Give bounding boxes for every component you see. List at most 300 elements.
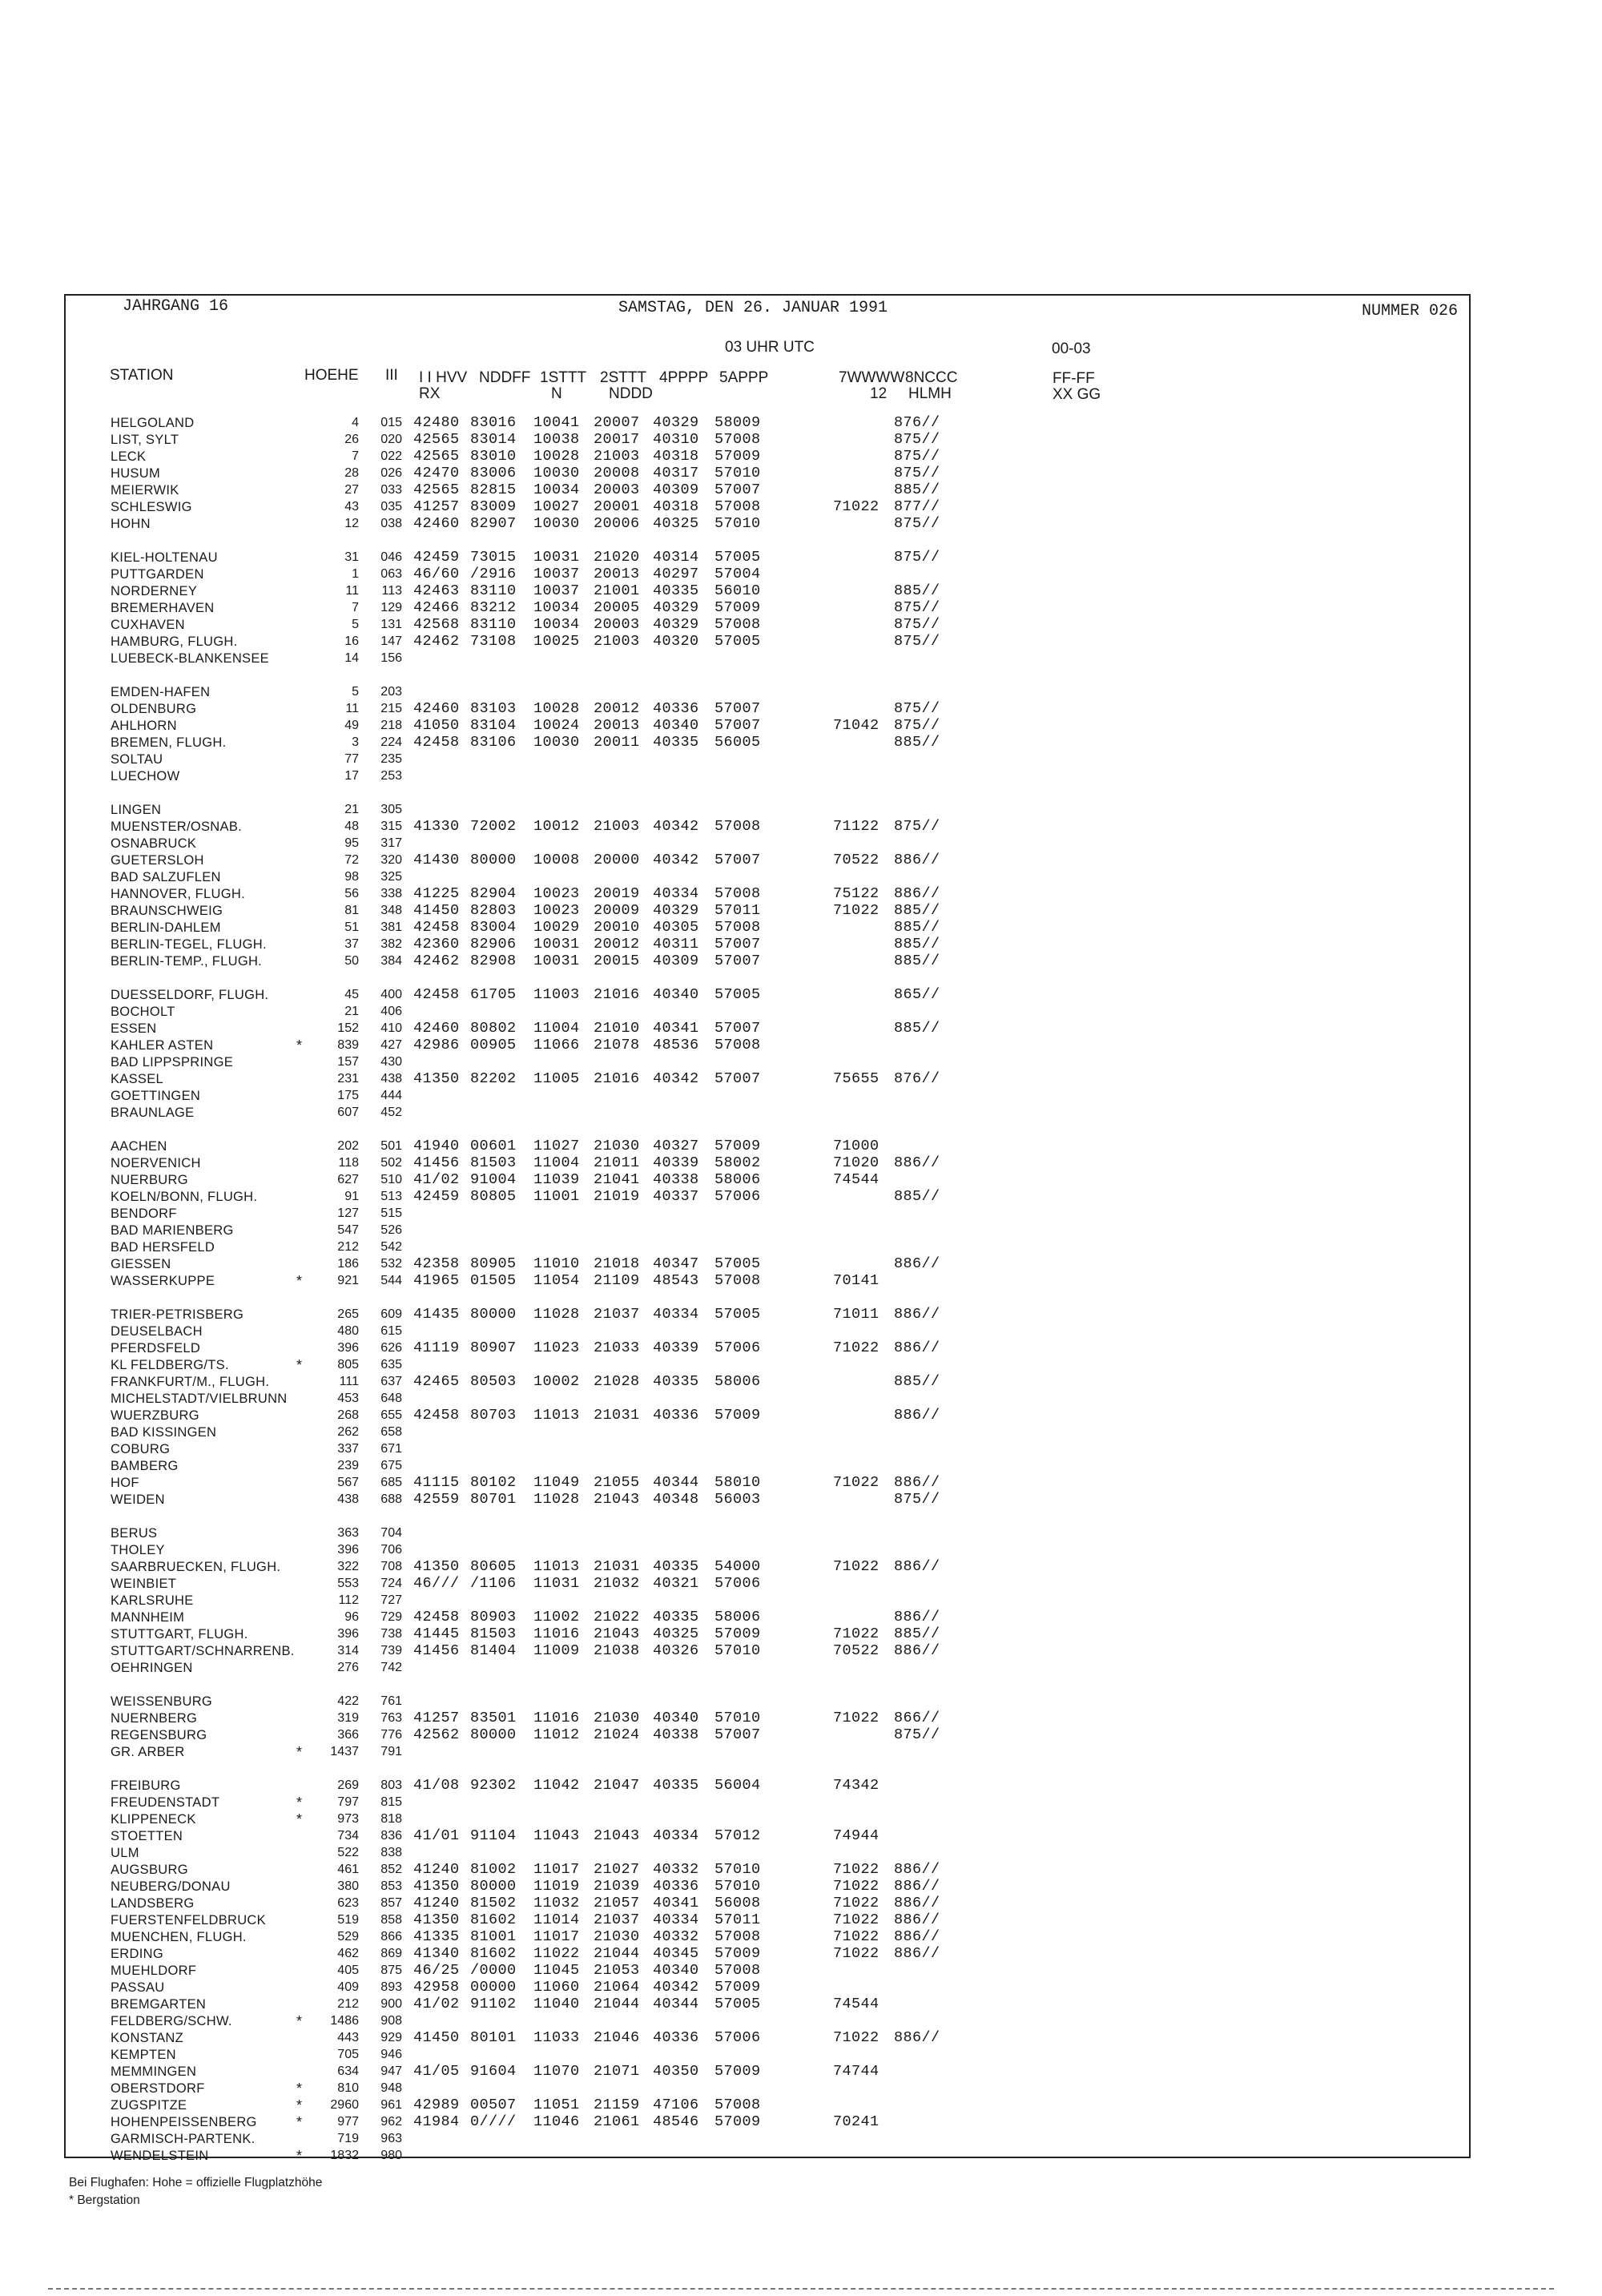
synop-group-c8: 886// (894, 1306, 940, 1323)
station-name: ULM (111, 1846, 139, 1860)
synop-group-c4: 20017 (594, 431, 640, 448)
station-height: 98 (344, 870, 359, 884)
station-index: 452 (380, 1106, 402, 1119)
station-name: WEISSENBURG (111, 1694, 213, 1709)
synop-group-c2: 00601 (470, 1138, 517, 1154)
synop-group-c7: 70241 (833, 2113, 879, 2130)
station-name: AACHEN (111, 1139, 167, 1154)
synop-group-c3: 11001 (533, 1188, 580, 1205)
synop-group-c4: 21044 (594, 1945, 640, 1962)
station-height: 56 (344, 887, 359, 900)
report-frame (64, 294, 1471, 2158)
synop-group-c1: 42458 (413, 986, 460, 1003)
station-height: 4 (352, 416, 359, 429)
synop-group-c4: 21027 (594, 1861, 640, 1878)
report-number: NUMMER 026 (1362, 302, 1459, 320)
station-height: 112 (338, 1593, 359, 1607)
synop-group-c1: 41/08 (413, 1777, 460, 1794)
synop-group-c7: 74544 (833, 1171, 879, 1188)
synop-group-c6: 57009 (714, 448, 761, 465)
jahrgang-label: JAHRGANG 16 (123, 297, 229, 316)
station-height: 16 (344, 634, 359, 648)
synop-group-c5: 40310 (653, 431, 699, 448)
synop-group-c4: 21078 (594, 1037, 640, 1053)
station-index: 763 (380, 1711, 402, 1725)
mountain-station-marker: * (296, 1744, 303, 1760)
synop-group-c2: 61705 (470, 986, 517, 1003)
synop-group-c8: 875// (894, 1491, 940, 1508)
station-height: 268 (337, 1408, 359, 1422)
synop-group-c4: 21024 (594, 1726, 640, 1743)
station-name: OBERSTDORF (111, 2081, 205, 2096)
station-index: 637 (380, 1375, 402, 1388)
station-index: 635 (380, 1358, 402, 1372)
station-height: 127 (337, 1206, 359, 1220)
station-height: 380 (337, 1879, 359, 1893)
synop-group-c3: 10030 (533, 515, 580, 532)
station-name: FREUDENSTADT (111, 1795, 220, 1810)
synop-group-c5: 40329 (653, 616, 699, 633)
synop-group-c5: 40325 (653, 1625, 699, 1642)
synop-group-c1: 42466 (413, 599, 460, 616)
synop-group-c3: 10030 (533, 465, 580, 481)
synop-group-c4: 21043 (594, 1491, 640, 1508)
station-name: AUGSBURG (111, 1863, 188, 1877)
station-name: SAARBRUECKEN, FLUGH. (111, 1560, 281, 1574)
synop-group-c2: 80605 (470, 1558, 517, 1575)
station-height: 37 (344, 937, 359, 951)
station-index: 893 (380, 1980, 402, 1994)
station-height: 72 (344, 853, 359, 867)
station-height: 337 (337, 1442, 359, 1456)
synop-group-c4: 21003 (594, 448, 640, 465)
synop-group-c5: 40340 (653, 717, 699, 734)
synop-group-c5: 40305 (653, 919, 699, 936)
station-name: LINGEN (111, 803, 162, 817)
synop-group-c6: 57010 (714, 1642, 761, 1659)
station-height: 2960 (330, 2098, 359, 2112)
synop-group-c1: 42358 (413, 1255, 460, 1272)
station-index: 427 (380, 1038, 402, 1052)
synop-group-c7: 71122 (833, 818, 879, 835)
synop-group-c8: 885// (894, 936, 940, 953)
synop-group-c7: 75122 (833, 885, 879, 902)
synop-group-c3: 10027 (533, 498, 580, 515)
synop-group-c1: 41984 (413, 2113, 460, 2130)
station-name: MEMMINGEN (111, 2064, 197, 2079)
col-iii: III (385, 367, 398, 384)
station-index: 348 (380, 904, 402, 917)
station-height: 3 (352, 735, 359, 749)
synop-group-c1: 41/01 (413, 1827, 460, 1844)
synop-group-c4: 21016 (594, 986, 640, 1003)
station-index: 776 (380, 1728, 402, 1742)
synop-group-c5: 40318 (653, 498, 699, 515)
synop-group-c3: 10028 (533, 700, 580, 717)
synop-group-c6: 57009 (714, 1945, 761, 1962)
synop-group-c1: 42958 (413, 1979, 460, 1996)
station-name: PASSAU (111, 1980, 165, 1995)
station-index: 708 (380, 1560, 402, 1573)
synop-group-c2: 83104 (470, 717, 517, 734)
station-index: 430 (380, 1055, 402, 1069)
station-height: 705 (337, 2048, 359, 2061)
synop-group-c4: 21043 (594, 1827, 640, 1844)
station-index: 947 (380, 2064, 402, 2078)
synop-group-c8: 885// (894, 1625, 940, 1642)
station-index: 026 (380, 466, 402, 480)
synop-group-c5: 40338 (653, 1171, 699, 1188)
synop-group-c8: 886// (894, 1609, 940, 1625)
station-index: 675 (380, 1459, 402, 1472)
synop-group-c5: 40342 (653, 1979, 699, 1996)
station-height: 11 (345, 584, 359, 598)
col-2: NDDFF (479, 369, 531, 386)
synop-group-c5: 40336 (653, 1878, 699, 1895)
synop-group-c7: 71022 (833, 1895, 879, 1911)
synop-group-c8: 886// (894, 1407, 940, 1424)
synop-group-c4: 21016 (594, 1070, 640, 1087)
synop-group-c2: 80907 (470, 1339, 517, 1356)
synop-group-c4: 20010 (594, 919, 640, 936)
station-name: BERLIN-DAHLEM (111, 920, 221, 935)
synop-group-c4: 20007 (594, 414, 640, 431)
station-index: 727 (380, 1593, 402, 1607)
station-height: 522 (337, 1846, 359, 1859)
synop-group-c1: 41225 (413, 885, 460, 902)
synop-group-c3: 11004 (533, 1154, 580, 1171)
synop-group-c2: 80802 (470, 1020, 517, 1037)
synop-group-c3: 11046 (533, 2113, 580, 2130)
station-index: 035 (380, 500, 402, 514)
station-index: 325 (380, 870, 402, 884)
station-height: 366 (337, 1728, 359, 1742)
synop-group-c4: 21038 (594, 1642, 640, 1659)
synop-group-c3: 11027 (533, 1138, 580, 1154)
synop-group-c5: 40342 (653, 852, 699, 868)
synop-group-c4: 20011 (594, 734, 640, 751)
station-name: KONSTANZ (111, 2031, 184, 2045)
synop-group-c6: 57008 (714, 1928, 761, 1945)
synop-group-c4: 20006 (594, 515, 640, 532)
synop-group-c2: 91604 (470, 2063, 517, 2080)
synop-group-c5: 40335 (653, 1373, 699, 1390)
station-index: 218 (380, 719, 402, 732)
station-height: 26 (344, 433, 359, 446)
synop-group-c4: 21047 (594, 1777, 640, 1794)
station-index: 317 (380, 836, 402, 850)
synop-group-c1: 41940 (413, 1138, 460, 1154)
synop-group-c2: /0000 (470, 1962, 517, 1979)
station-name: FUERSTENFELDBRUCK (111, 1913, 266, 1927)
synop-group-c1: 42565 (413, 481, 460, 498)
synop-group-c4: 21037 (594, 1911, 640, 1928)
synop-group-c3: 11045 (533, 1962, 580, 1979)
station-height: 627 (337, 1173, 359, 1186)
station-index: 946 (380, 2048, 402, 2061)
synop-group-c6: 56010 (714, 582, 761, 599)
station-height: 202 (337, 1139, 359, 1153)
station-height: 607 (337, 1106, 359, 1119)
station-height: 1437 (330, 1745, 359, 1758)
synop-group-c8: 875// (894, 616, 940, 633)
synop-group-c5: 40336 (653, 1407, 699, 1424)
station-index: 852 (380, 1863, 402, 1876)
synop-group-c3: 11019 (533, 1878, 580, 1895)
synop-group-c6: 57008 (714, 2097, 761, 2113)
synop-group-c4: 21053 (594, 1962, 640, 1979)
col-8-top: 8NCCC (905, 369, 958, 386)
synop-group-c4: 21028 (594, 1373, 640, 1390)
col-4-top: 2STTT (600, 369, 647, 386)
synop-group-c8: 885// (894, 919, 940, 936)
synop-group-c7: 71022 (833, 1928, 879, 1945)
station-height: 797 (337, 1795, 359, 1809)
station-index: 410 (380, 1021, 402, 1035)
station-name: GIESSEN (111, 1257, 171, 1271)
synop-group-c6: 57010 (714, 1878, 761, 1895)
station-height: 239 (337, 1459, 359, 1472)
synop-group-c4: 21055 (594, 1474, 640, 1491)
synop-group-c3: 11054 (533, 1272, 580, 1289)
synop-group-c5: 40320 (653, 633, 699, 650)
synop-group-c5: 40335 (653, 1609, 699, 1625)
station-index: 626 (380, 1341, 402, 1355)
station-name: KLIPPENECK (111, 1812, 196, 1827)
synop-group-c1: 42565 (413, 431, 460, 448)
synop-group-c1: 41430 (413, 852, 460, 868)
station-height: 409 (337, 1980, 359, 1994)
station-name: SOLTAU (111, 752, 163, 767)
station-index: 724 (380, 1577, 402, 1590)
synop-group-c1: 41115 (413, 1474, 460, 1491)
synop-group-c3: 11070 (533, 2063, 580, 2080)
station-name: HOF (111, 1476, 139, 1490)
synop-group-c6: 57011 (714, 1911, 761, 1928)
synop-group-c6: 57006 (714, 1575, 761, 1592)
station-index: 203 (380, 685, 402, 699)
station-name: GARMISCH-PARTENK. (111, 2132, 256, 2146)
synop-group-c8: 875// (894, 431, 940, 448)
station-name: BERUS (111, 1526, 158, 1541)
station-height: 51 (344, 920, 359, 934)
synop-group-c3: 11017 (533, 1928, 580, 1945)
synop-group-c1: 46/// (413, 1575, 460, 1592)
synop-group-c8: 875// (894, 818, 940, 835)
synop-group-c3: 11042 (533, 1777, 580, 1794)
mountain-station-marker: * (296, 1037, 303, 1053)
synop-group-c2: 82908 (470, 953, 517, 969)
station-index: 156 (380, 651, 402, 665)
station-name: LECK (111, 449, 147, 464)
synop-group-c4: 21003 (594, 633, 640, 650)
synop-group-c2: 80000 (470, 852, 517, 868)
synop-group-c2: 80701 (470, 1491, 517, 1508)
station-name: HANNOVER, FLUGH. (111, 887, 245, 901)
station-index: 815 (380, 1795, 402, 1809)
station-name: MUEHLDORF (111, 1964, 197, 1978)
station-index: 688 (380, 1492, 402, 1506)
station-name: WEIDEN (111, 1492, 165, 1507)
synop-group-c5: 40334 (653, 1306, 699, 1323)
synop-group-c6: 58002 (714, 1154, 761, 1171)
station-index: 131 (380, 618, 402, 631)
synop-group-c3: 11013 (533, 1558, 580, 1575)
synop-group-c8: 876// (894, 1070, 940, 1087)
mountain-station-marker: * (296, 2148, 303, 2164)
station-name: ESSEN (111, 1021, 157, 1036)
station-name: MANNHEIM (111, 1610, 185, 1625)
mountain-station-marker: * (296, 1357, 303, 1373)
synop-group-c7: 71000 (833, 1138, 879, 1154)
synop-group-c5: 40342 (653, 1070, 699, 1087)
synop-group-c2: 82906 (470, 936, 517, 953)
station-index: 609 (380, 1307, 402, 1321)
synop-group-c2: 73108 (470, 633, 517, 650)
synop-group-c1: 42460 (413, 1020, 460, 1037)
synop-group-c8: 875// (894, 515, 940, 532)
station-height: 95 (344, 836, 359, 850)
synop-group-c6: 56008 (714, 1895, 761, 1911)
station-index: 615 (380, 1324, 402, 1338)
synop-group-c1: 42458 (413, 734, 460, 751)
station-height: 231 (337, 1072, 359, 1086)
station-name: TRIER-PETRISBERG (111, 1307, 244, 1322)
synop-group-c3: 11022 (533, 1945, 580, 1962)
synop-group-c8: 885// (894, 1373, 940, 1390)
synop-group-c6: 58009 (714, 414, 761, 431)
synop-group-c7: 71022 (833, 498, 879, 515)
synop-group-c8: 886// (894, 852, 940, 868)
synop-group-c6: 57009 (714, 599, 761, 616)
station-height: 734 (337, 1829, 359, 1843)
synop-group-c6: 56005 (714, 734, 761, 751)
synop-group-c2: 82202 (470, 1070, 517, 1087)
station-height: 1832 (330, 2149, 359, 2162)
station-index: 857 (380, 1896, 402, 1910)
synop-group-c1: 41350 (413, 1558, 460, 1575)
synop-group-c7: 71022 (833, 1339, 879, 1356)
synop-group-c2: 81602 (470, 1911, 517, 1928)
synop-group-c2: 81404 (470, 1642, 517, 1659)
station-index: 961 (380, 2098, 402, 2112)
synop-group-c1: 46/25 (413, 1962, 460, 1979)
station-name: LUECHOW (111, 769, 180, 783)
station-index: 838 (380, 1846, 402, 1859)
synop-group-c6: 57008 (714, 919, 761, 936)
synop-group-c3: 11004 (533, 1020, 580, 1037)
station-height: 567 (337, 1476, 359, 1489)
synop-group-c4: 20013 (594, 717, 640, 734)
synop-group-c5: 40334 (653, 1827, 699, 1844)
synop-group-c5: 40344 (653, 1996, 699, 2012)
station-height: 28 (344, 466, 359, 480)
synop-group-c7: 70141 (833, 1272, 879, 1289)
station-name: SCHLESWIG (111, 500, 192, 514)
synop-group-c5: 40334 (653, 885, 699, 902)
synop-group-c3: 11049 (533, 1474, 580, 1491)
synop-group-c4: 21022 (594, 1609, 640, 1625)
synop-group-c5: 40340 (653, 1710, 699, 1726)
synop-group-c6: 57008 (714, 885, 761, 902)
synop-group-c3: 11043 (533, 1827, 580, 1844)
synop-group-c2: 82904 (470, 885, 517, 902)
synop-group-c7: 71022 (833, 1558, 879, 1575)
synop-group-c1: 41240 (413, 1861, 460, 1878)
synop-group-c2: 80903 (470, 1609, 517, 1625)
station-index: 948 (380, 2081, 402, 2095)
synop-group-c1: 41/05 (413, 2063, 460, 2080)
synop-group-c7: 71022 (833, 1625, 879, 1642)
col-hoehe: HOEHE (304, 367, 359, 384)
synop-group-c6: 57010 (714, 465, 761, 481)
station-index: 400 (380, 988, 402, 1001)
station-height: 11 (345, 702, 359, 715)
synop-group-c4: 21041 (594, 1171, 640, 1188)
station-name: BREMERHAVEN (111, 601, 215, 615)
synop-group-c6: 57008 (714, 431, 761, 448)
synop-group-c3: 11060 (533, 1979, 580, 1996)
synop-group-c4: 21032 (594, 1575, 640, 1592)
station-index: 791 (380, 1745, 402, 1758)
synop-group-c6: 57007 (714, 700, 761, 717)
synop-group-c2: 81503 (470, 1154, 517, 1171)
station-height: 118 (338, 1156, 359, 1170)
synop-group-c7: 74342 (833, 1777, 879, 1794)
station-index: 033 (380, 483, 402, 497)
synop-group-c7: 71022 (833, 1911, 879, 1928)
synop-group-c4: 21071 (594, 2063, 640, 2080)
synop-group-c5: 40340 (653, 986, 699, 1003)
synop-group-c6: 57011 (714, 902, 761, 919)
synop-group-c1: 41450 (413, 902, 460, 919)
synop-group-c8: 876// (894, 414, 940, 431)
station-height: 1 (352, 567, 359, 581)
synop-group-c4: 21057 (594, 1895, 640, 1911)
synop-group-c5: 47106 (653, 2097, 699, 2113)
synop-group-c8: 886// (894, 1255, 940, 1272)
synop-group-c5: 48546 (653, 2113, 699, 2130)
station-index: 648 (380, 1392, 402, 1405)
synop-group-c3: 11003 (533, 986, 580, 1003)
synop-group-c3: 11014 (533, 1911, 580, 1928)
col-7-bottom: 12 (870, 385, 888, 402)
synop-group-c2: 83010 (470, 448, 517, 465)
station-index: 502 (380, 1156, 402, 1170)
synop-group-c5: 40341 (653, 1895, 699, 1911)
station-name: BAD SALZUFLEN (111, 870, 221, 884)
synop-group-c8: 886// (894, 1154, 940, 1171)
synop-group-c4: 20012 (594, 936, 640, 953)
station-name: WENDELSTEIN (111, 2149, 209, 2163)
synop-group-c8: 886// (894, 885, 940, 902)
station-height: 438 (337, 1492, 359, 1506)
station-name: KIEL-HOLTENAU (111, 550, 218, 565)
synop-group-c1: 41257 (413, 498, 460, 515)
synop-group-c5: 40329 (653, 599, 699, 616)
synop-group-c4: 21033 (594, 1339, 640, 1356)
station-name: DUESSELDORF, FLUGH. (111, 988, 269, 1002)
synop-group-c5: 40329 (653, 414, 699, 431)
synop-group-c3: 11005 (533, 1070, 580, 1087)
synop-group-c2: 73015 (470, 549, 517, 566)
synop-group-c8: 886// (894, 1911, 940, 1928)
synop-group-c5: 40335 (653, 582, 699, 599)
synop-group-c6: 57006 (714, 1188, 761, 1205)
synop-group-c2: 83006 (470, 465, 517, 481)
synop-group-c4: 21039 (594, 1878, 640, 1895)
synop-group-c3: 11023 (533, 1339, 580, 1356)
